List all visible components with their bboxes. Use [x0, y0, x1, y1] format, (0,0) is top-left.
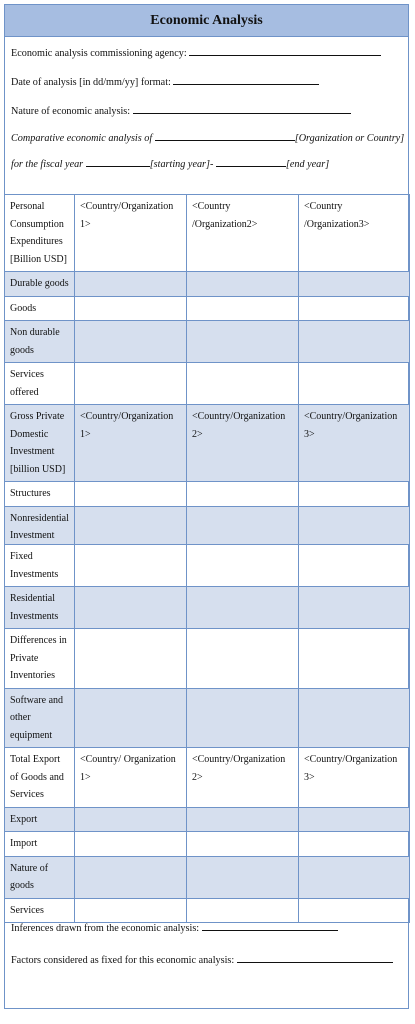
data-cell[interactable]: [75, 321, 187, 363]
data-cell[interactable]: [299, 363, 410, 405]
row-label: Non durable goods: [5, 321, 75, 363]
data-cell[interactable]: [299, 807, 410, 832]
row-label: Gross Private Domestic Investment [billion USD]: [5, 405, 75, 482]
table-row: [5, 587, 410, 629]
agency-field: [11, 39, 402, 68]
table-row: [5, 807, 410, 832]
table-row: [5, 856, 410, 898]
fiscal-start-label: [starting year]-: [149, 159, 214, 170]
fiscal-start-input-line[interactable]: [86, 156, 150, 167]
data-cell[interactable]: [299, 321, 410, 363]
row-label: Durable goods: [5, 272, 75, 297]
data-cell[interactable]: [187, 363, 299, 405]
data-cell[interactable]: [187, 272, 299, 297]
table-row: [5, 321, 410, 363]
table-row: [5, 545, 410, 587]
data-cell[interactable]: [75, 629, 187, 689]
data-cell[interactable]: [187, 832, 299, 857]
data-cell[interactable]: [299, 688, 410, 748]
data-cell[interactable]: [75, 482, 187, 507]
row-label: Nonresidential Investment: [5, 506, 75, 548]
row-label: Goods: [5, 296, 75, 321]
data-cell[interactable]: [299, 832, 410, 857]
fiscal-end-label: [end year]: [285, 159, 330, 170]
fiscal-year-field: [11, 152, 402, 178]
table-row: [5, 195, 410, 272]
inferences-input-line[interactable]: [202, 920, 338, 931]
comparative-prefix: Comparative economic analysis of: [11, 133, 153, 144]
table-row: [5, 832, 410, 857]
table-row: [5, 506, 410, 548]
comparative-input-line[interactable]: [155, 130, 295, 141]
row-label: Software and other equipment: [5, 688, 75, 748]
nature-field: [11, 97, 402, 126]
data-cell[interactable]: [75, 587, 187, 629]
data-cell[interactable]: [75, 545, 187, 587]
factors-input-line[interactable]: [237, 952, 393, 963]
bottom-data-table: [4, 544, 410, 923]
table-row: [5, 363, 410, 405]
table-row: [5, 688, 410, 748]
table-row: [5, 482, 410, 507]
data-cell[interactable]: [75, 363, 187, 405]
date-input-line[interactable]: [173, 74, 319, 85]
data-cell[interactable]: [75, 272, 187, 297]
data-cell[interactable]: <Country/Organization 2>: [187, 748, 299, 808]
row-label: Fixed Investments: [5, 545, 75, 587]
table-row: [5, 405, 410, 482]
data-cell[interactable]: [299, 545, 410, 587]
agency-label: Economic analysis commissioning agency:: [11, 48, 187, 59]
data-cell[interactable]: [187, 688, 299, 748]
row-label: Nature of goods: [5, 856, 75, 898]
data-cell[interactable]: [75, 688, 187, 748]
data-cell[interactable]: <Country/Organization 1>: [75, 405, 187, 482]
data-cell[interactable]: [187, 506, 299, 548]
table-row: [5, 296, 410, 321]
data-cell[interactable]: <Country /Organization2>: [187, 195, 299, 272]
footer-fields: [5, 913, 408, 977]
table-row: [5, 272, 410, 297]
data-cell[interactable]: [299, 856, 410, 898]
inferences-label: Inferences drawn from the economic analysis:: [11, 923, 200, 934]
data-cell[interactable]: [187, 321, 299, 363]
data-cell[interactable]: [75, 296, 187, 321]
top-data-table: [4, 194, 410, 549]
data-cell[interactable]: [75, 832, 187, 857]
data-cell[interactable]: [299, 482, 410, 507]
data-cell[interactable]: <Country /Organization3>: [299, 195, 410, 272]
data-cell[interactable]: [187, 587, 299, 629]
row-label: Personal Consumption Expenditures [Billion USD]: [5, 195, 75, 272]
nature-input-line[interactable]: [133, 103, 351, 114]
row-label: Import: [5, 832, 75, 857]
data-cell[interactable]: [75, 807, 187, 832]
data-cell[interactable]: <Country/ Organization 1>: [75, 748, 187, 808]
data-cell[interactable]: [75, 506, 187, 548]
page-title: Economic Analysis: [5, 5, 408, 37]
data-cell[interactable]: [187, 807, 299, 832]
data-cell[interactable]: [299, 587, 410, 629]
row-label: Differences in Private Inventories: [5, 629, 75, 689]
data-cell[interactable]: [75, 856, 187, 898]
date-field: [11, 68, 402, 97]
data-cell[interactable]: [299, 506, 410, 548]
data-cell[interactable]: <Country/Organization 2>: [187, 405, 299, 482]
row-label: Export: [5, 807, 75, 832]
fiscal-end-input-line[interactable]: [216, 156, 286, 167]
data-cell[interactable]: [187, 856, 299, 898]
factors-label: Factors considered as fixed for this economic analysis:: [11, 955, 235, 966]
nature-label: Nature of economic analysis:: [11, 106, 131, 117]
row-label: Residential Investments: [5, 587, 75, 629]
header-fields: [5, 37, 408, 178]
table-row: [5, 748, 410, 808]
row-label: Services: [5, 898, 75, 923]
comparative-field: [11, 126, 405, 152]
data-cell[interactable]: [187, 629, 299, 689]
factors-field: [11, 945, 402, 977]
row-label: Services offered: [5, 363, 75, 405]
data-cell[interactable]: <Country/Organization 3>: [299, 405, 410, 482]
table-row: [5, 629, 410, 689]
data-cell[interactable]: [299, 296, 410, 321]
data-cell[interactable]: <Country/Organization 1>: [75, 195, 187, 272]
data-cell[interactable]: [187, 545, 299, 587]
row-label: Total Export of Goods and Services: [5, 748, 75, 808]
fiscal-prefix: for the fiscal year: [11, 159, 84, 170]
data-cell[interactable]: [299, 272, 410, 297]
data-cell[interactable]: <Country/Organization 3>: [299, 748, 410, 808]
data-cell[interactable]: [187, 296, 299, 321]
agency-input-line[interactable]: [189, 45, 381, 56]
data-cell[interactable]: [187, 482, 299, 507]
bottom-form-section: [4, 544, 409, 1009]
comparative-suffix: [Organization or Country]: [294, 133, 405, 144]
top-form-section: [4, 4, 409, 539]
row-label: Structures: [5, 482, 75, 507]
date-label: Date of analysis [in dd/mm/yy] format:: [11, 77, 171, 88]
inferences-field: [11, 913, 402, 945]
data-cell[interactable]: [299, 629, 410, 689]
